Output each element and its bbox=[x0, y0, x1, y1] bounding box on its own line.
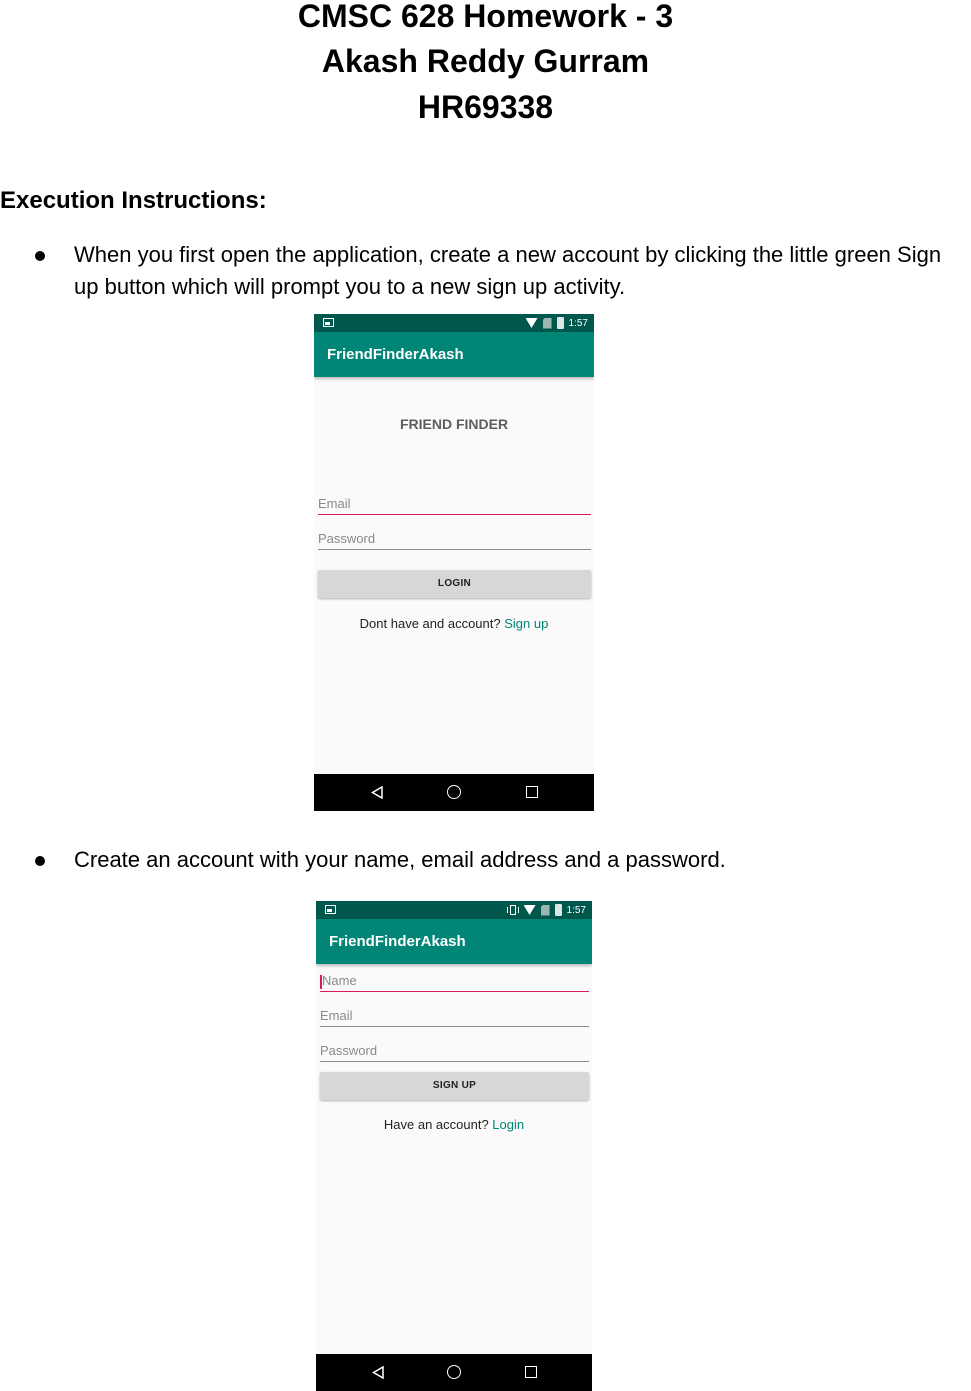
email-field[interactable] bbox=[320, 1007, 589, 1027]
app-bar bbox=[314, 332, 594, 377]
image-notification-icon bbox=[325, 905, 336, 914]
email-placeholder: Email bbox=[320, 1008, 353, 1023]
name-field[interactable] bbox=[320, 972, 589, 992]
signup-prompt bbox=[314, 616, 594, 631]
signup-screenshot bbox=[316, 901, 592, 1391]
recents-icon[interactable] bbox=[525, 1366, 537, 1378]
document-title: CMSC 628 Homework - 3 bbox=[297, 0, 674, 34]
battery-icon bbox=[557, 317, 564, 329]
image-notification-icon bbox=[323, 318, 334, 327]
login-prompt-text: Have an account? bbox=[383, 1117, 489, 1132]
app-title: FriendFinderAkash bbox=[327, 346, 464, 363]
name-placeholder: Name bbox=[322, 973, 357, 988]
app-bar bbox=[316, 919, 592, 964]
bullet-icon bbox=[35, 251, 45, 261]
status-time: 1:57 bbox=[566, 904, 586, 916]
password-field[interactable] bbox=[320, 1042, 589, 1062]
login-link[interactable]: Login bbox=[492, 1117, 525, 1132]
login-button[interactable]: LOGIN bbox=[318, 570, 591, 598]
signup-button[interactable]: SIGN UP bbox=[320, 1072, 589, 1100]
email-placeholder: Email bbox=[318, 496, 351, 511]
no-sim-icon bbox=[543, 318, 552, 329]
signup-link[interactable]: Sign up bbox=[504, 616, 549, 631]
no-sim-icon bbox=[541, 905, 550, 916]
password-field[interactable] bbox=[318, 530, 591, 550]
login-screenshot bbox=[314, 314, 594, 811]
home-icon[interactable] bbox=[447, 785, 461, 799]
email-field[interactable] bbox=[318, 495, 591, 515]
back-icon[interactable] bbox=[371, 786, 384, 799]
instruction-1: When you first open the application, create a new account by clicking the little green Sign up button which will prompt you to a new sign up activity. bbox=[74, 242, 942, 299]
app-title: FriendFinderAkash bbox=[329, 933, 466, 950]
student-id: HR69338 bbox=[417, 89, 554, 125]
nav-bar bbox=[316, 1354, 592, 1391]
screen-title: FRIEND FINDER bbox=[399, 416, 509, 432]
login-prompt bbox=[316, 1117, 592, 1132]
section-heading: Execution Instructions: bbox=[0, 187, 267, 214]
status-bar bbox=[314, 314, 594, 332]
wifi-icon bbox=[524, 905, 536, 915]
password-placeholder: Password bbox=[318, 531, 376, 546]
status-bar bbox=[316, 901, 592, 919]
author-name: Akash Reddy Gurram bbox=[321, 43, 650, 79]
wifi-icon bbox=[526, 318, 538, 328]
recents-icon[interactable] bbox=[526, 786, 538, 798]
instruction-2: Create an account with your name, email address and a password. bbox=[74, 847, 726, 872]
password-placeholder: Password bbox=[320, 1043, 378, 1058]
signup-prompt-text: Dont have and account? bbox=[359, 616, 501, 631]
back-icon[interactable] bbox=[372, 1366, 385, 1379]
nav-bar bbox=[314, 774, 594, 811]
vibrate-icon bbox=[507, 905, 519, 915]
battery-icon bbox=[555, 904, 562, 916]
status-time: 1:57 bbox=[568, 317, 588, 329]
bullet-icon bbox=[35, 856, 45, 866]
home-icon[interactable] bbox=[447, 1365, 461, 1379]
